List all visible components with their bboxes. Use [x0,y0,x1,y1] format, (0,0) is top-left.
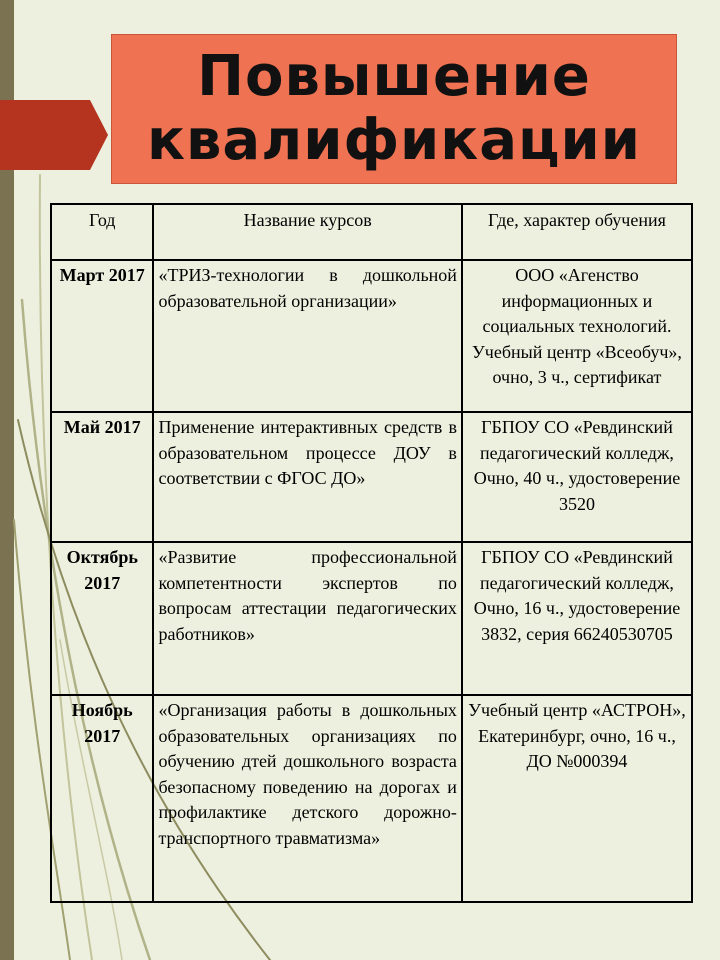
table-row [51,260,692,412]
year-cell: Март 2017 [51,260,153,412]
place-cell: Учебный центр «АСТРОН», Екатеринбург, очно, 16 ч., ДО №000394 [462,695,692,902]
course-cell: «Развитие профессиональной компетентности экспертов по вопросам аттестации педагогических работников» [153,542,461,695]
header-course: Название курсов [153,204,461,260]
header-place: Где, характер обучения [462,204,692,260]
table-row [51,542,692,695]
place-cell: ГБПОУ СО «Ревдинский педагогический колледж, Очно, 16 ч., удостоверение 3832, серия 66240530705 [462,542,692,695]
header-year: Год [51,204,153,260]
course-cell: «Организация работы в дошкольных образовательных организациях по обучению дтей дошкольного возраста безопасному поведению на дорогах и профилактике детского дорожно-транспортного травматизма» [153,695,461,902]
table-row [51,412,692,542]
title-box [111,34,677,184]
left-decorative-strip [0,0,14,960]
course-cell: Применение интерактивных средств в образовательном процессе ДОУ в соответствии с ФГОС ДО» [153,412,461,542]
place-cell: ГБПОУ СО «Ревдинский педагогический колледж, Очно, 40 ч., удостоверение 3520 [462,412,692,542]
slide-title: Повышение квалификации [146,44,642,173]
place-cell: ООО «Агенство информационных и социальных технологий. Учебный центр «Всеобуч», очно, 3 ч., сертификат [462,260,692,412]
table-row [51,695,692,902]
arrow-banner [0,100,108,170]
year-cell: Октябрь 2017 [51,542,153,695]
courses-table [50,203,693,903]
year-cell: Ноябрь 2017 [51,695,153,902]
course-cell: «ТРИЗ-технологии в дошкольной образовательной организации» [153,260,461,412]
year-cell: Май 2017 [51,412,153,542]
table-header-row [51,204,692,260]
